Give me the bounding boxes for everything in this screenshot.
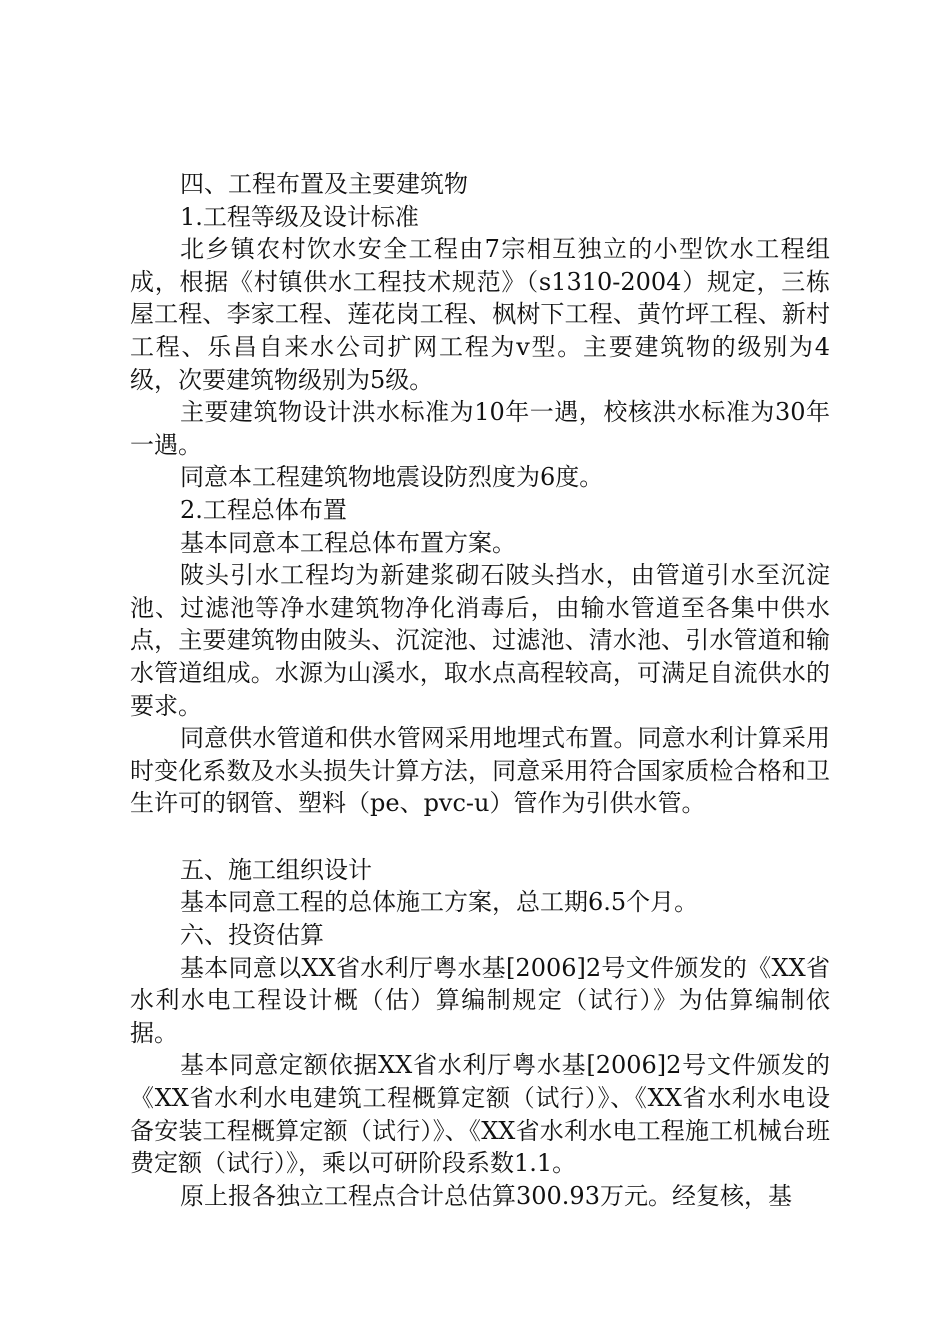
subsection-heading-4-2: 2.工程总体布置: [180, 495, 347, 524]
paragraph-project-composition: 北乡镇农村饮水安全工程由7宗相互独立的小型饮水工程组成，根据《村镇供水工程技术规范》（s1310-2004）规定，三栋屋工程、李家工程、莲花岗工程、枫树下工程、黄竹坪工程、新村工程、乐昌自来水公司扩网工程为v型。主要建筑物的级别为4级，次要建筑物级别为5级。: [130, 235, 830, 394]
paragraph-total-estimate: 原上报各独立工程点合计总估算300.93万元。经复核，基: [180, 1181, 792, 1210]
section-heading-5: 五、施工组织设计: [180, 855, 372, 884]
paragraph-seismic: 同意本工程建筑物地震设防烈度为6度。: [180, 463, 604, 492]
paragraph-construction-plan: 基本同意工程的总体施工方案，总工期6.5个月。: [180, 888, 699, 917]
paragraph-spacer: [130, 820, 830, 854]
paragraph-quota-basis: 基本同意定额依据XX省水利厅粤水基[2006]2号文件颁发的《XX省水利水电建筑工程概算定额（试行）》、《XX省水利水电设备安装工程概算定额（试行）》、《XX省水利水电工程施工机械台班费定额（试行）》，乘以可研阶段系数1.1。: [130, 1051, 830, 1178]
subsection-heading-4-1: 1.工程等级及设计标准: [180, 202, 419, 231]
paragraph-pipeline: 同意供水管道和供水管网采用地埋式布置。同意水利计算采用时变化系数及水头损失计算方法，同意采用符合国家质检合格和卫生许可的钢管、塑料（pe、pvc-u）管作为引供水管。: [130, 724, 830, 818]
paragraph-flood-standard: 主要建筑物设计洪水标准为10年一遇，校核洪水标准为30年一遇。: [130, 398, 830, 459]
paragraph-estimate-basis: 基本同意以XX省水利厅粤水基[2006]2号文件颁发的《XX省水利水电工程设计概（估）算编制规定（试行）》为估算编制依据。: [130, 953, 830, 1047]
document-body: [130, 168, 830, 1212]
section-heading-4: 四、工程布置及主要建筑物: [180, 170, 468, 198]
paragraph-diversion-works: 陂头引水工程均为新建浆砌石陂头挡水，由管道引水至沉淀池、过滤池等净水建筑物净化消毒后，由输水管道至各集中供水点，主要建筑物由陂头、沉淀池、过滤池、清水池、引水管道和输水管道组成。水源为山溪水，取水点高程较高，可满足自流供水的要求。: [130, 561, 830, 720]
paragraph-layout-approval: 基本同意本工程总体布置方案。: [180, 528, 516, 557]
section-heading-6: 六、投资估算: [180, 921, 324, 950]
